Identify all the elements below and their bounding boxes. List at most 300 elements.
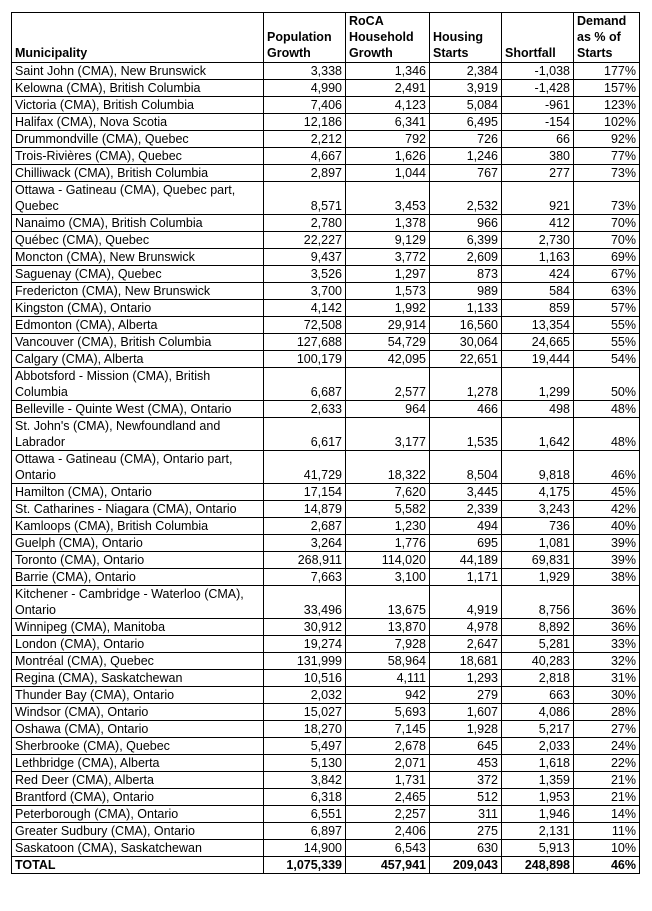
cell-shortfall: 40,283 — [502, 653, 574, 670]
cell-shortfall: 66 — [502, 131, 574, 148]
table-row — [12, 636, 640, 653]
cell-demand-pct: 177% — [574, 63, 640, 80]
cell-municipality: Fredericton (CMA), New Brunswick — [12, 283, 264, 300]
total-demand-pct: 46% — [574, 857, 640, 874]
cell-population-growth: 41,729 — [264, 451, 346, 484]
cell-roca-household-growth: 964 — [346, 401, 430, 418]
table-row — [12, 80, 640, 97]
total-population-growth: 1,075,339 — [264, 857, 346, 874]
cell-roca-household-growth: 7,145 — [346, 721, 430, 738]
table-row — [12, 653, 640, 670]
cell-demand-pct: 48% — [574, 401, 640, 418]
cell-demand-pct: 22% — [574, 755, 640, 772]
cell-population-growth: 3,842 — [264, 772, 346, 789]
cell-housing-starts: 1,171 — [430, 569, 502, 586]
cell-population-growth: 4,990 — [264, 80, 346, 97]
cell-housing-starts: 512 — [430, 789, 502, 806]
cell-roca-household-growth: 54,729 — [346, 334, 430, 351]
cell-demand-pct: 92% — [574, 131, 640, 148]
cell-roca-household-growth: 5,693 — [346, 704, 430, 721]
cell-municipality: Thunder Bay (CMA), Ontario — [12, 687, 264, 704]
cell-roca-household-growth: 1,626 — [346, 148, 430, 165]
total-row — [12, 857, 640, 874]
cell-population-growth: 3,526 — [264, 266, 346, 283]
cell-shortfall: 412 — [502, 215, 574, 232]
cell-population-growth: 6,318 — [264, 789, 346, 806]
cell-roca-household-growth: 2,678 — [346, 738, 430, 755]
table-row — [12, 283, 640, 300]
cell-shortfall: 3,243 — [502, 501, 574, 518]
cell-roca-household-growth: 6,341 — [346, 114, 430, 131]
cell-housing-starts: 1,928 — [430, 721, 502, 738]
cell-housing-starts: 1,246 — [430, 148, 502, 165]
cell-municipality: Drummondville (CMA), Quebec — [12, 131, 264, 148]
cell-population-growth: 268,911 — [264, 552, 346, 569]
cell-housing-starts: 2,339 — [430, 501, 502, 518]
cell-demand-pct: 50% — [574, 368, 640, 401]
cell-population-growth: 100,179 — [264, 351, 346, 368]
cell-shortfall: 380 — [502, 148, 574, 165]
table-row — [12, 300, 640, 317]
cell-housing-starts: 695 — [430, 535, 502, 552]
housing-demand-table — [11, 12, 640, 874]
cell-housing-starts: 16,560 — [430, 317, 502, 334]
cell-housing-starts: 3,445 — [430, 484, 502, 501]
cell-demand-pct: 21% — [574, 789, 640, 806]
table-row — [12, 232, 640, 249]
cell-roca-household-growth: 792 — [346, 131, 430, 148]
cell-population-growth: 7,406 — [264, 97, 346, 114]
cell-population-growth: 33,496 — [264, 586, 346, 619]
cell-shortfall: 69,831 — [502, 552, 574, 569]
cell-population-growth: 6,617 — [264, 418, 346, 451]
cell-population-growth: 10,516 — [264, 670, 346, 687]
cell-housing-starts: 6,399 — [430, 232, 502, 249]
cell-roca-household-growth: 2,071 — [346, 755, 430, 772]
cell-demand-pct: 31% — [574, 670, 640, 687]
cell-shortfall: 2,818 — [502, 670, 574, 687]
cell-demand-pct: 157% — [574, 80, 640, 97]
cell-housing-starts: 966 — [430, 215, 502, 232]
table-row — [12, 619, 640, 636]
cell-shortfall: 4,175 — [502, 484, 574, 501]
cell-demand-pct: 54% — [574, 351, 640, 368]
cell-housing-starts: 279 — [430, 687, 502, 704]
cell-housing-starts: 22,651 — [430, 351, 502, 368]
cell-demand-pct: 32% — [574, 653, 640, 670]
cell-roca-household-growth: 114,020 — [346, 552, 430, 569]
cell-population-growth: 2,780 — [264, 215, 346, 232]
cell-demand-pct: 42% — [574, 501, 640, 518]
cell-municipality: Edmonton (CMA), Alberta — [12, 317, 264, 334]
cell-demand-pct: 48% — [574, 418, 640, 451]
cell-municipality: St. John's (CMA), Newfoundland and Labrador — [12, 418, 264, 451]
table-row — [12, 721, 640, 738]
table-row — [12, 586, 640, 619]
cell-shortfall: 277 — [502, 165, 574, 182]
cell-roca-household-growth: 5,582 — [346, 501, 430, 518]
cell-municipality: Trois-Rivières (CMA), Quebec — [12, 148, 264, 165]
cell-housing-starts: 2,647 — [430, 636, 502, 653]
cell-municipality: Kamloops (CMA), British Columbia — [12, 518, 264, 535]
cell-housing-starts: 645 — [430, 738, 502, 755]
cell-roca-household-growth: 1,044 — [346, 165, 430, 182]
cell-roca-household-growth: 58,964 — [346, 653, 430, 670]
cell-roca-household-growth: 4,123 — [346, 97, 430, 114]
cell-shortfall: 2,730 — [502, 232, 574, 249]
cell-demand-pct: 55% — [574, 317, 640, 334]
cell-population-growth: 5,497 — [264, 738, 346, 755]
cell-demand-pct: 30% — [574, 687, 640, 704]
cell-shortfall: 1,618 — [502, 755, 574, 772]
cell-municipality: Ottawa - Gatineau (CMA), Ontario part, Ontario — [12, 451, 264, 484]
cell-shortfall: 4,086 — [502, 704, 574, 721]
cell-demand-pct: 45% — [574, 484, 640, 501]
cell-population-growth: 14,900 — [264, 840, 346, 857]
table-row — [12, 418, 640, 451]
cell-housing-starts: 44,189 — [430, 552, 502, 569]
cell-housing-starts: 767 — [430, 165, 502, 182]
table-row — [12, 687, 640, 704]
cell-housing-starts: 1,133 — [430, 300, 502, 317]
cell-roca-household-growth: 1,731 — [346, 772, 430, 789]
cell-roca-household-growth: 13,870 — [346, 619, 430, 636]
cell-housing-starts: 2,532 — [430, 182, 502, 215]
cell-population-growth: 4,667 — [264, 148, 346, 165]
cell-housing-starts: 30,064 — [430, 334, 502, 351]
cell-shortfall: 24,665 — [502, 334, 574, 351]
table-row — [12, 215, 640, 232]
cell-demand-pct: 10% — [574, 840, 640, 857]
table-row — [12, 63, 640, 80]
table-row — [12, 131, 640, 148]
cell-housing-starts: 1,535 — [430, 418, 502, 451]
cell-municipality: Barrie (CMA), Ontario — [12, 569, 264, 586]
cell-shortfall: 1,929 — [502, 569, 574, 586]
cell-housing-starts: 311 — [430, 806, 502, 823]
cell-municipality: Ottawa - Gatineau (CMA), Quebec part, Quebec — [12, 182, 264, 215]
cell-municipality: London (CMA), Ontario — [12, 636, 264, 653]
table-row — [12, 351, 640, 368]
cell-population-growth: 6,897 — [264, 823, 346, 840]
cell-population-growth: 19,274 — [264, 636, 346, 653]
cell-shortfall: 1,946 — [502, 806, 574, 823]
table-row — [12, 552, 640, 569]
cell-shortfall: 1,299 — [502, 368, 574, 401]
cell-roca-household-growth: 18,322 — [346, 451, 430, 484]
cell-municipality: Winnipeg (CMA), Manitoba — [12, 619, 264, 636]
cell-demand-pct: 67% — [574, 266, 640, 283]
cell-shortfall: 498 — [502, 401, 574, 418]
cell-roca-household-growth: 3,100 — [346, 569, 430, 586]
cell-shortfall: 424 — [502, 266, 574, 283]
cell-housing-starts: 8,504 — [430, 451, 502, 484]
table-row — [12, 569, 640, 586]
cell-shortfall: 9,818 — [502, 451, 574, 484]
cell-shortfall: 5,217 — [502, 721, 574, 738]
cell-municipality: Oshawa (CMA), Ontario — [12, 721, 264, 738]
cell-municipality: Halifax (CMA), Nova Scotia — [12, 114, 264, 131]
cell-housing-starts: 630 — [430, 840, 502, 857]
cell-roca-household-growth: 3,772 — [346, 249, 430, 266]
cell-population-growth: 131,999 — [264, 653, 346, 670]
cell-municipality: Toronto (CMA), Ontario — [12, 552, 264, 569]
cell-roca-household-growth: 2,465 — [346, 789, 430, 806]
table-row — [12, 772, 640, 789]
cell-municipality: Hamilton (CMA), Ontario — [12, 484, 264, 501]
cell-shortfall: -154 — [502, 114, 574, 131]
cell-shortfall: 663 — [502, 687, 574, 704]
table-row — [12, 334, 640, 351]
cell-municipality: Kingston (CMA), Ontario — [12, 300, 264, 317]
cell-municipality: Victoria (CMA), British Columbia — [12, 97, 264, 114]
cell-population-growth: 15,027 — [264, 704, 346, 721]
cell-demand-pct: 73% — [574, 182, 640, 215]
cell-housing-starts: 2,609 — [430, 249, 502, 266]
cell-roca-household-growth: 29,914 — [346, 317, 430, 334]
cell-municipality: Abbotsford - Mission (CMA), British Columbia — [12, 368, 264, 401]
cell-demand-pct: 70% — [574, 232, 640, 249]
cell-shortfall: 5,281 — [502, 636, 574, 653]
cell-shortfall: 8,892 — [502, 619, 574, 636]
cell-population-growth: 72,508 — [264, 317, 346, 334]
cell-municipality: Red Deer (CMA), Alberta — [12, 772, 264, 789]
cell-roca-household-growth: 3,453 — [346, 182, 430, 215]
cell-population-growth: 2,212 — [264, 131, 346, 148]
cell-population-growth: 12,186 — [264, 114, 346, 131]
cell-demand-pct: 55% — [574, 334, 640, 351]
cell-municipality: Saint John (CMA), New Brunswick — [12, 63, 264, 80]
cell-population-growth: 9,437 — [264, 249, 346, 266]
cell-population-growth: 14,879 — [264, 501, 346, 518]
table-row — [12, 249, 640, 266]
table-row — [12, 518, 640, 535]
cell-housing-starts: 726 — [430, 131, 502, 148]
cell-roca-household-growth: 9,129 — [346, 232, 430, 249]
cell-shortfall: 2,131 — [502, 823, 574, 840]
cell-demand-pct: 21% — [574, 772, 640, 789]
cell-population-growth: 30,912 — [264, 619, 346, 636]
cell-demand-pct: 28% — [574, 704, 640, 721]
cell-shortfall: 19,444 — [502, 351, 574, 368]
cell-housing-starts: 372 — [430, 772, 502, 789]
cell-housing-starts: 1,278 — [430, 368, 502, 401]
cell-demand-pct: 27% — [574, 721, 640, 738]
cell-municipality: Nanaimo (CMA), British Columbia — [12, 215, 264, 232]
cell-population-growth: 2,687 — [264, 518, 346, 535]
table-row — [12, 451, 640, 484]
cell-shortfall: 1,163 — [502, 249, 574, 266]
table-row — [12, 484, 640, 501]
total-label: TOTAL — [12, 857, 264, 874]
cell-municipality: Regina (CMA), Saskatchewan — [12, 670, 264, 687]
cell-municipality: Saguenay (CMA), Quebec — [12, 266, 264, 283]
cell-demand-pct: 46% — [574, 451, 640, 484]
cell-shortfall: 1,081 — [502, 535, 574, 552]
cell-roca-household-growth: 4,111 — [346, 670, 430, 687]
cell-demand-pct: 24% — [574, 738, 640, 755]
cell-roca-household-growth: 2,406 — [346, 823, 430, 840]
cell-shortfall: 8,756 — [502, 586, 574, 619]
cell-demand-pct: 38% — [574, 569, 640, 586]
table-row — [12, 266, 640, 283]
cell-population-growth: 8,571 — [264, 182, 346, 215]
cell-roca-household-growth: 2,577 — [346, 368, 430, 401]
cell-shortfall: -1,038 — [502, 63, 574, 80]
cell-municipality: Moncton (CMA), New Brunswick — [12, 249, 264, 266]
cell-housing-starts: 18,681 — [430, 653, 502, 670]
table-row — [12, 501, 640, 518]
cell-municipality: Calgary (CMA), Alberta — [12, 351, 264, 368]
cell-municipality: Peterborough (CMA), Ontario — [12, 806, 264, 823]
cell-shortfall: 584 — [502, 283, 574, 300]
cell-demand-pct: 39% — [574, 535, 640, 552]
table-row — [12, 368, 640, 401]
table-row — [12, 535, 640, 552]
cell-shortfall: 859 — [502, 300, 574, 317]
table-row — [12, 806, 640, 823]
cell-municipality: Sherbrooke (CMA), Quebec — [12, 738, 264, 755]
table-body — [12, 63, 640, 857]
cell-population-growth: 3,264 — [264, 535, 346, 552]
cell-demand-pct: 40% — [574, 518, 640, 535]
cell-population-growth: 6,687 — [264, 368, 346, 401]
table-row — [12, 148, 640, 165]
table-header-row — [12, 13, 640, 63]
table-row — [12, 401, 640, 418]
cell-population-growth: 2,897 — [264, 165, 346, 182]
cell-population-growth: 17,154 — [264, 484, 346, 501]
cell-municipality: Québec (CMA), Quebec — [12, 232, 264, 249]
header-demand-pct: Demand as % of Starts — [574, 13, 640, 63]
cell-population-growth: 3,338 — [264, 63, 346, 80]
cell-demand-pct: 102% — [574, 114, 640, 131]
cell-demand-pct: 123% — [574, 97, 640, 114]
table-row — [12, 789, 640, 806]
cell-municipality: Guelph (CMA), Ontario — [12, 535, 264, 552]
cell-roca-household-growth: 942 — [346, 687, 430, 704]
cell-shortfall: 736 — [502, 518, 574, 535]
cell-roca-household-growth: 1,776 — [346, 535, 430, 552]
cell-demand-pct: 57% — [574, 300, 640, 317]
header-population-growth: Population Growth — [264, 13, 346, 63]
header-housing-starts: Housing Starts — [430, 13, 502, 63]
cell-shortfall: -961 — [502, 97, 574, 114]
table-row — [12, 823, 640, 840]
cell-housing-starts: 1,293 — [430, 670, 502, 687]
total-roca-household-growth: 457,941 — [346, 857, 430, 874]
header-roca-household-growth: RoCA Household Growth — [346, 13, 430, 63]
cell-roca-household-growth: 1,378 — [346, 215, 430, 232]
cell-roca-household-growth: 13,675 — [346, 586, 430, 619]
cell-municipality: Vancouver (CMA), British Columbia — [12, 334, 264, 351]
cell-municipality: Lethbridge (CMA), Alberta — [12, 755, 264, 772]
cell-shortfall: 921 — [502, 182, 574, 215]
cell-roca-household-growth: 3,177 — [346, 418, 430, 451]
cell-roca-household-growth: 1,992 — [346, 300, 430, 317]
cell-roca-household-growth: 42,095 — [346, 351, 430, 368]
table-row — [12, 114, 640, 131]
cell-demand-pct: 36% — [574, 619, 640, 636]
cell-housing-starts: 466 — [430, 401, 502, 418]
cell-housing-starts: 453 — [430, 755, 502, 772]
cell-roca-household-growth: 1,346 — [346, 63, 430, 80]
cell-population-growth: 127,688 — [264, 334, 346, 351]
table-row — [12, 840, 640, 857]
cell-shortfall: -1,428 — [502, 80, 574, 97]
cell-population-growth: 3,700 — [264, 283, 346, 300]
cell-population-growth: 2,633 — [264, 401, 346, 418]
cell-municipality: Chilliwack (CMA), British Columbia — [12, 165, 264, 182]
table-row — [12, 738, 640, 755]
cell-demand-pct: 36% — [574, 586, 640, 619]
cell-demand-pct: 39% — [574, 552, 640, 569]
cell-demand-pct: 11% — [574, 823, 640, 840]
table-row — [12, 670, 640, 687]
header-municipality: Municipality — [12, 13, 264, 63]
cell-roca-household-growth: 7,620 — [346, 484, 430, 501]
cell-population-growth: 5,130 — [264, 755, 346, 772]
cell-housing-starts: 989 — [430, 283, 502, 300]
cell-shortfall: 13,354 — [502, 317, 574, 334]
cell-housing-starts: 6,495 — [430, 114, 502, 131]
cell-municipality: Saskatoon (CMA), Saskatchewan — [12, 840, 264, 857]
cell-demand-pct: 77% — [574, 148, 640, 165]
cell-housing-starts: 4,978 — [430, 619, 502, 636]
cell-housing-starts: 1,607 — [430, 704, 502, 721]
cell-shortfall: 2,033 — [502, 738, 574, 755]
total-shortfall: 248,898 — [502, 857, 574, 874]
cell-demand-pct: 14% — [574, 806, 640, 823]
cell-municipality: Windsor (CMA), Ontario — [12, 704, 264, 721]
cell-roca-household-growth: 6,543 — [346, 840, 430, 857]
header-shortfall: Shortfall — [502, 13, 574, 63]
total-housing-starts: 209,043 — [430, 857, 502, 874]
cell-shortfall: 1,359 — [502, 772, 574, 789]
cell-shortfall: 5,913 — [502, 840, 574, 857]
cell-demand-pct: 69% — [574, 249, 640, 266]
cell-population-growth: 4,142 — [264, 300, 346, 317]
cell-roca-household-growth: 7,928 — [346, 636, 430, 653]
cell-municipality: Montréal (CMA), Quebec — [12, 653, 264, 670]
cell-roca-household-growth: 1,230 — [346, 518, 430, 535]
cell-housing-starts: 4,919 — [430, 586, 502, 619]
cell-demand-pct: 73% — [574, 165, 640, 182]
cell-demand-pct: 63% — [574, 283, 640, 300]
cell-population-growth: 2,032 — [264, 687, 346, 704]
cell-housing-starts: 3,919 — [430, 80, 502, 97]
cell-shortfall: 1,642 — [502, 418, 574, 451]
cell-municipality: Brantford (CMA), Ontario — [12, 789, 264, 806]
cell-demand-pct: 33% — [574, 636, 640, 653]
cell-population-growth: 18,270 — [264, 721, 346, 738]
cell-housing-starts: 2,384 — [430, 63, 502, 80]
table-row — [12, 704, 640, 721]
cell-roca-household-growth: 2,257 — [346, 806, 430, 823]
table-row — [12, 317, 640, 334]
cell-population-growth: 6,551 — [264, 806, 346, 823]
cell-municipality: Kitchener - Cambridge - Waterloo (CMA), Ontario — [12, 586, 264, 619]
cell-roca-household-growth: 1,297 — [346, 266, 430, 283]
cell-roca-household-growth: 2,491 — [346, 80, 430, 97]
table-row — [12, 97, 640, 114]
table-row — [12, 755, 640, 772]
cell-demand-pct: 70% — [574, 215, 640, 232]
cell-municipality: Greater Sudbury (CMA), Ontario — [12, 823, 264, 840]
cell-housing-starts: 873 — [430, 266, 502, 283]
cell-shortfall: 1,953 — [502, 789, 574, 806]
cell-housing-starts: 5,084 — [430, 97, 502, 114]
